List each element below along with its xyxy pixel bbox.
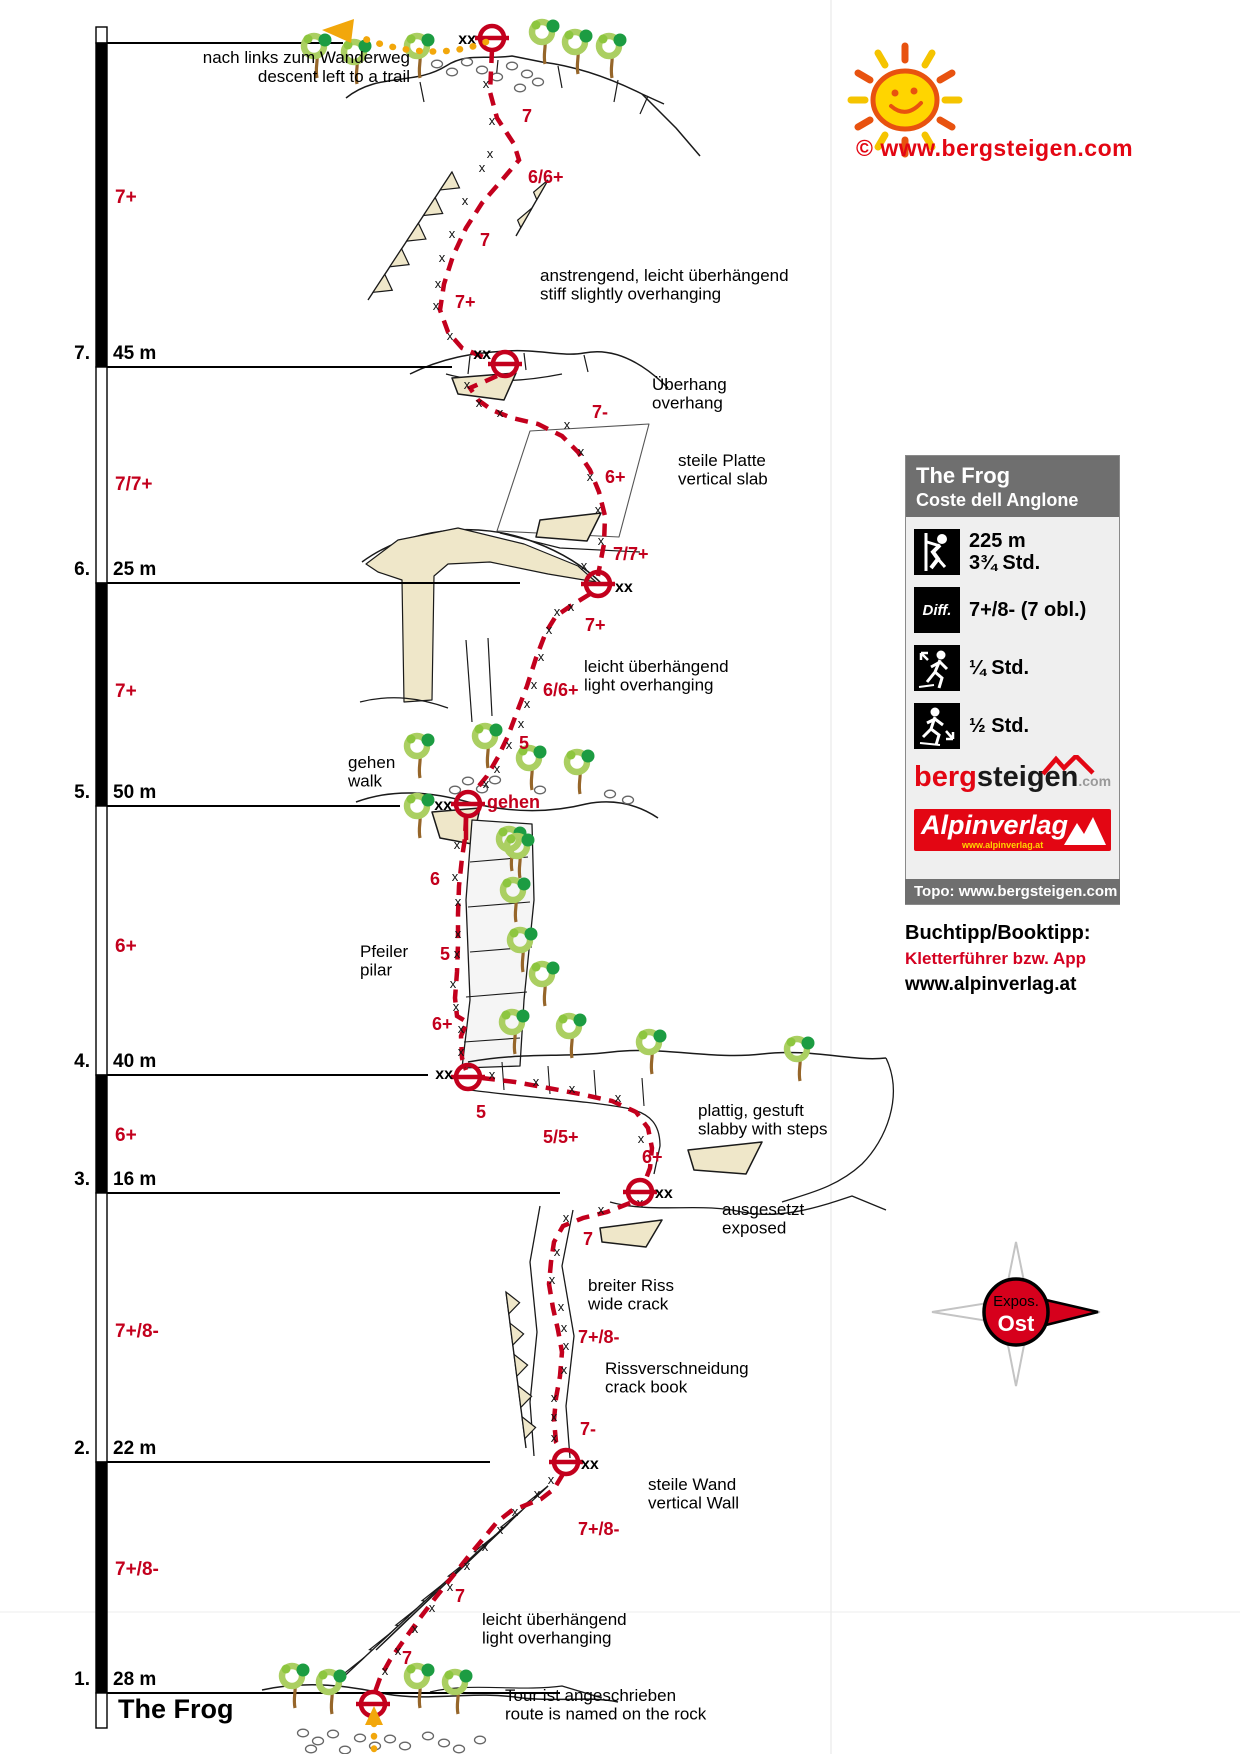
scale-bar-segment (96, 1462, 107, 1693)
descent-hiker-icon (914, 703, 960, 749)
bolt-icon: x (454, 894, 462, 909)
pitch-grade: 7+ (115, 681, 137, 702)
scale-bar-segment (96, 27, 107, 43)
stone-icon (507, 62, 518, 70)
approach-hiker-icon (914, 645, 960, 691)
pitch-length: 22 m (113, 1438, 157, 1459)
scale-bar-segment (96, 583, 107, 806)
bolt-icon: x (488, 1067, 496, 1082)
rock-outline (468, 1050, 886, 1062)
tree-icon (407, 794, 435, 839)
book-tip-title: Buchtipp/Booktipp: (905, 922, 1091, 944)
stone-icon (328, 1730, 339, 1738)
bolt-icon: x (463, 377, 471, 392)
bolt-icon: x (478, 160, 486, 175)
belay-bolts-label: xx (655, 1185, 673, 1202)
info-row-approach (914, 645, 1111, 691)
stone-icon (492, 73, 503, 81)
annotation-en: overhang (652, 393, 723, 413)
route-grade: 5 (476, 1102, 487, 1122)
belay-icon (623, 1180, 673, 1204)
tree-icon (407, 34, 435, 79)
annotation-de: plattig, gestuft (698, 1101, 804, 1120)
stone-icon (522, 70, 533, 78)
route-labels (347, 106, 827, 1724)
stone-icon (454, 1745, 465, 1753)
bolt-icon: x (560, 1320, 568, 1335)
belay-icon (581, 572, 633, 596)
stone-icon (306, 1745, 317, 1753)
book-tip (905, 920, 1205, 998)
annotation-en: walk (348, 771, 383, 791)
bolt-icon: x (637, 1131, 645, 1146)
info-row-length (914, 529, 1111, 575)
bolt-icon: x (560, 1362, 568, 1377)
tree-icon (282, 1664, 310, 1709)
annotation-de: ausgesetzt (722, 1200, 805, 1219)
walk-label: gehen (487, 792, 541, 812)
hatch-band (506, 1292, 536, 1448)
info-box-header (906, 456, 1119, 517)
logo-steigen: steigen (976, 761, 1079, 793)
bolt-icon: x (594, 502, 602, 517)
tree-icon (445, 1670, 473, 1715)
route-grade: 7- (580, 1419, 597, 1439)
pitch-length: 16 m (113, 1169, 157, 1190)
annotation-de: leicht überhängend (482, 1610, 627, 1629)
stone-icon (623, 796, 634, 804)
annotation-de: Tour ist angeschrieben (505, 1686, 677, 1705)
pitch-grade: 7+ (115, 187, 137, 208)
bolt-icon: x (577, 444, 585, 459)
scale-bar-segment (96, 43, 107, 367)
annotation-de: Rissverschneidung (605, 1359, 749, 1378)
pitch-length: 40 m (113, 1051, 157, 1072)
annotation-en: light overhanging (584, 675, 714, 695)
scale-bar-segment (96, 1193, 107, 1462)
book-tip-url: www.alpinverlag.at (905, 974, 1077, 995)
book-tip-line1: Kletterführer bzw. App (905, 949, 1087, 968)
bolt-icon: x (454, 926, 462, 941)
stone-icon (400, 1742, 411, 1750)
bolt-icon: x (453, 837, 461, 852)
annotation-en: exposed (722, 1218, 787, 1238)
bolt-icon: x (532, 1074, 540, 1089)
annotation-de: steile Platte (678, 451, 766, 470)
stone-icon (605, 790, 616, 798)
tree-icon (567, 750, 595, 795)
compass-east-arrow (1046, 1300, 1098, 1325)
bolt-icon: x (496, 405, 504, 420)
bolt-icon: x (553, 604, 561, 619)
stone-icon (463, 777, 474, 785)
route-time: 3¾ Std. (969, 552, 1041, 574)
annotation-en: slabby with steps (698, 1119, 828, 1139)
bolt-icon: x (394, 1643, 402, 1658)
bolt-icon: x (562, 1210, 570, 1225)
belay-bolts-label: xx (458, 31, 476, 48)
bolt-icon: x (614, 1090, 622, 1105)
belay-icon (458, 26, 509, 50)
copyright: © www.bergsteigen.com (856, 135, 1134, 161)
route-info-box (905, 455, 1120, 905)
annotation-de: steile Wand (648, 1475, 737, 1494)
bolt-icon: x (548, 1272, 556, 1287)
stone-icon (533, 78, 544, 86)
route-grade: 5 (440, 944, 451, 964)
bolt-icon: x (597, 1202, 605, 1217)
descent-note (100, 48, 410, 86)
bolt-icon: x (568, 1081, 576, 1096)
annotation-de: leicht überhängend (584, 657, 729, 676)
pitch-grade: 6+ (115, 1125, 137, 1146)
scale-bar-segment (96, 1075, 107, 1193)
scree-stones (298, 58, 634, 1754)
belay-bolts-label: xx (435, 1066, 453, 1083)
descent-time: ½ Std. (969, 715, 1030, 737)
route-grade: 7 (402, 1648, 413, 1668)
pitch-grade: 7+/8- (115, 1559, 159, 1580)
alpinverlag-name: Alpinverlag (921, 810, 1069, 840)
compass-rose (932, 1242, 1100, 1386)
descent-note-en: descent left to a trail (257, 67, 410, 86)
descent-note-de: nach links zum Wanderweg (202, 48, 410, 67)
pitch-length: 45 m (113, 343, 157, 364)
annotation-en: stiff slightly overhanging (540, 284, 722, 304)
route-grade: 7 (583, 1229, 594, 1249)
scale-bar-segment (96, 806, 107, 1075)
bolt-icon: x (446, 1579, 454, 1594)
bolt-icon: x (511, 1504, 519, 1519)
logo-mountain-icon (1041, 755, 1097, 777)
route-grade: 7- (592, 402, 609, 422)
bolt-icon: x (537, 649, 545, 664)
tree-icon (787, 1037, 815, 1082)
route-grade: 7+/8- (578, 1327, 620, 1347)
stone-icon (447, 68, 458, 76)
pitch-number: 5. (74, 782, 90, 803)
compass-exposition-label: Expos. (993, 1293, 1039, 1310)
pitch-length: 28 m (113, 1669, 157, 1690)
route-grade: 7+ (585, 615, 606, 635)
bolt-icon: x (636, 1195, 644, 1210)
bolt-icon: x (457, 1044, 465, 1059)
bolt-icon: x (533, 1486, 541, 1501)
bolt-icon: x (550, 1409, 558, 1424)
annotation-en: pilar (360, 960, 393, 980)
bolt-icon: x (451, 869, 459, 884)
pitch-grade: 7/7+ (115, 474, 153, 495)
route-grade: 6+ (642, 1147, 663, 1167)
route-grade: 5/5+ (543, 1127, 579, 1147)
bolt-icon: x (493, 761, 501, 776)
pitch-number: 3. (74, 1169, 90, 1190)
route-grade: 7+/8- (578, 1519, 620, 1539)
route-location: Coste dell Anglone (916, 490, 1079, 510)
compass-direction: Ost (997, 1311, 1035, 1336)
bolt-icon: x (523, 696, 531, 711)
stone-icon (462, 58, 473, 66)
annotation-de: Pfeiler (360, 942, 409, 961)
bolt-icon: x (517, 716, 525, 731)
route-grade: 7/7+ (613, 544, 649, 564)
climber-icon (914, 529, 960, 575)
tree-icon (407, 734, 435, 779)
route-grade: 6/6+ (543, 680, 579, 700)
annotation-en: wide crack (588, 1294, 669, 1314)
rock-outline (600, 1220, 662, 1247)
bolt-icon: x (586, 469, 594, 484)
annotation-en: vertical Wall (648, 1493, 739, 1513)
bolt-icon: x (381, 1663, 389, 1678)
stone-icon (313, 1737, 324, 1745)
rock-outline (410, 351, 668, 388)
approach-time: ¼ Std. (969, 657, 1030, 679)
stone-icon (477, 66, 488, 74)
stone-icon (385, 1735, 396, 1743)
annotation-de: breiter Riss (588, 1276, 674, 1295)
bolt-icon: x (550, 1430, 558, 1445)
bolt-icon: x (550, 1390, 558, 1405)
info-row-difficulty (914, 587, 1111, 633)
logo-com: .com (1078, 773, 1112, 789)
stone-icon (355, 1734, 366, 1742)
bolt-icon: x (547, 1472, 555, 1487)
route-grade: 6+ (605, 467, 626, 487)
annotation-de: gehen (348, 753, 396, 772)
stone-icon (515, 84, 526, 92)
tree-icon (532, 962, 560, 1007)
pitch-length: 25 m (113, 559, 157, 580)
route-name-bottom: The Frog (118, 1694, 234, 1724)
annotation-en: vertical slab (678, 469, 768, 489)
pitch-number: 2. (74, 1438, 90, 1459)
tree-icon (532, 20, 560, 65)
route-grade: 7 (455, 1586, 466, 1606)
scale-bar-segment (96, 1693, 107, 1728)
bolt-icon: x (597, 533, 605, 548)
annotation-de: Überhang (652, 375, 727, 394)
bolt-icon: x (580, 558, 588, 573)
bolt-icon: x (545, 622, 553, 637)
bolt-icon: x (530, 677, 538, 692)
bolt-icon: x (428, 1600, 436, 1615)
bolt-icon: x (488, 113, 496, 128)
scale-bar-segment (96, 367, 107, 583)
rock-outline (530, 1206, 540, 1456)
stone-icon (439, 1739, 450, 1747)
annotation-en: light overhanging (482, 1628, 612, 1648)
bolt-icon: x (463, 1558, 471, 1573)
pitch-length: 50 m (113, 782, 157, 803)
belay-icon (549, 1450, 599, 1474)
bolt-icon: x (482, 776, 490, 791)
tree-icon (319, 1670, 347, 1715)
bolt-icon: x (563, 417, 571, 432)
stone-icon (423, 1732, 434, 1740)
bolt-icon: x (457, 1021, 465, 1036)
bolt-icon: x (482, 76, 490, 91)
stone-icon (340, 1746, 351, 1754)
logo-berg: berg (914, 761, 977, 793)
bergsteigen-logo (914, 761, 1111, 805)
belay-icon (435, 1065, 485, 1089)
route-grade: 5 (519, 733, 530, 753)
route-grade: 7 (480, 230, 491, 250)
bolt-icon: x (486, 146, 494, 161)
bolt-icon: x (453, 946, 461, 961)
bolt-icon: x (562, 1338, 570, 1353)
route-title: The Frog (916, 463, 1011, 488)
stone-icon (475, 1736, 486, 1744)
bolt-icon: x (496, 1522, 504, 1537)
stone-icon (490, 776, 501, 784)
bolt-icon: x (505, 737, 513, 752)
bolt-icon: x (446, 328, 454, 343)
bolt-icon: x (411, 1621, 419, 1636)
stone-icon (298, 1729, 309, 1737)
annotation-en: route is named on the rock (505, 1704, 707, 1724)
bolt-icon: x (567, 599, 575, 614)
rock-outline (688, 1142, 762, 1174)
rock-outline (642, 94, 700, 156)
route-grade: 6+ (432, 1014, 453, 1034)
belay-bolts-label: xx (581, 1456, 599, 1473)
info-row-descent (914, 703, 1111, 749)
stone-icon (432, 60, 443, 68)
stone-icon (450, 786, 461, 794)
tree-icon (599, 34, 627, 79)
info-box-footer: Topo: www.bergsteigen.com (905, 879, 1120, 904)
bolt-icon: x (475, 395, 483, 410)
bolt-icon: x (461, 193, 469, 208)
pitch-number: 7. (74, 343, 90, 364)
difficulty-value: 7+/8- (7 obl.) (969, 599, 1087, 621)
belay-bolts-label: xx (434, 797, 452, 814)
hatch-band (516, 180, 548, 236)
bolt-icon: x (452, 999, 460, 1014)
bolt-icon: x (481, 1539, 489, 1554)
tree-icon (559, 1014, 587, 1059)
difficulty-icon-label: Diff. (922, 601, 952, 619)
bolt-icon: x (434, 276, 442, 291)
bolt-icon: x (438, 250, 446, 265)
rock-outline (466, 638, 492, 722)
alpinverlag-logo (914, 809, 1111, 851)
bolt-icon: x (553, 1244, 561, 1259)
pitch-number: 4. (74, 1051, 90, 1072)
route-grade: 7+ (455, 292, 476, 312)
bolt-icon: x (448, 226, 456, 241)
route-length: 225 m (969, 530, 1026, 552)
belay-bolts-label: xx (615, 579, 633, 596)
route-line (440, 50, 519, 360)
annotation-en: crack book (605, 1377, 688, 1397)
alpinverlag-mountain-icon (1062, 815, 1108, 847)
route-grade: 6/6+ (528, 167, 564, 187)
pitch-number: 1. (74, 1669, 90, 1690)
pitch-number: 6. (74, 559, 90, 580)
bolt-icon: x (449, 976, 457, 991)
pitch-grade: 6+ (115, 936, 137, 957)
annotation-de: anstrengend, leicht überhängend (540, 266, 789, 285)
tree-icon (407, 1664, 435, 1709)
alpinverlag-url: www.alpinverlag.at (962, 840, 1044, 850)
belay-bolts-label: xx (473, 346, 491, 363)
route-grade: 6 (430, 869, 441, 889)
difficulty-icon (914, 587, 960, 633)
pitch-grade: 7+/8- (115, 1321, 159, 1342)
bolt-icon: x (557, 1299, 565, 1314)
bolt-icon: x (432, 298, 440, 313)
route-grade: 7 (522, 106, 533, 126)
